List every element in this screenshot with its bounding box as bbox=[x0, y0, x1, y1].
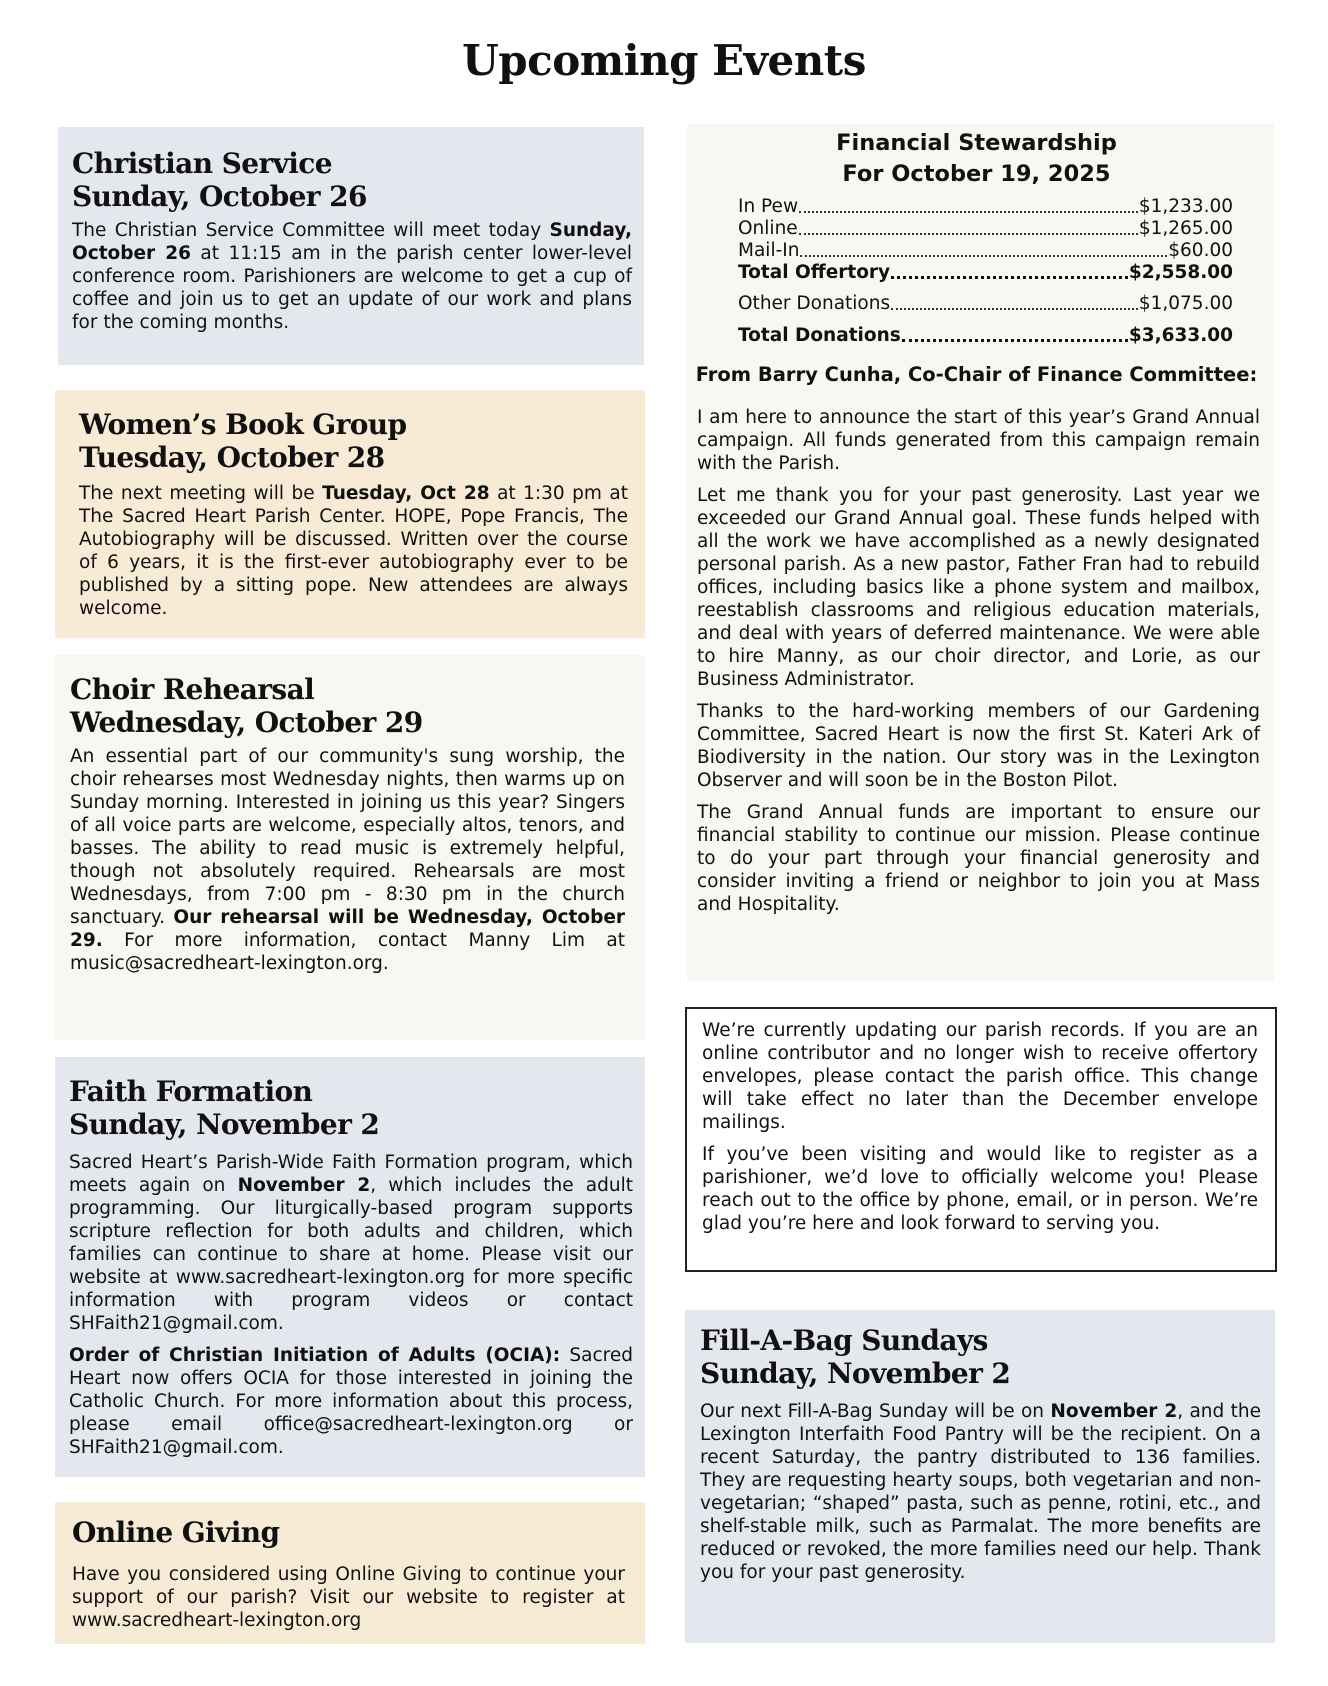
fill-a-bag-box bbox=[685, 1310, 1275, 1643]
paragraph: The Grand Annual funds are important to ensure our financial stability to continue our mission. Please continue to do your part through your financial generosity and consider inviting a friend or neighbor to join you at Mass and Hospitality. bbox=[697, 802, 1260, 915]
choir-rehearsal-date: Wednesday, October 29 bbox=[70, 706, 423, 739]
fin-amount: $60.00 bbox=[1168, 240, 1233, 261]
parish-records-body bbox=[702, 1019, 1258, 1235]
paragraph: The Christian Service Committee will meet today Sunday, October 26 at 11:15 am in the parish center lower-level conference room. Parishioners are welcome to get a cup of coffee and join us to get an update of our work and plans for the coming months. bbox=[72, 220, 632, 333]
paragraph: Order of Christian Initiation of Adults (OCIA): Sacred Heart now offers OCIA for those interested in joining the Catholic Church. For more information about this process, please email office@sacredheart-lexington.org or SHFaith21@gmail.com. bbox=[69, 1345, 633, 1458]
emphasis-text: Sunday, October 26 bbox=[72, 220, 632, 264]
faith-formation-body bbox=[69, 1151, 633, 1459]
christian-service-title: Christian Service bbox=[72, 147, 332, 180]
womens-book-group-title: Women’s Book Group bbox=[79, 408, 407, 441]
fin-row-mail-in bbox=[738, 240, 1233, 262]
paragraph: An essential part of our community's sung worship, the choir rehearses most Wednesday nights, then warms up on Sunday morning. Interested in joining us this year? Singers of all voice parts are welcome, especially altos, tenors, and basses. The ability to read music is extremely helpful, though not absolutely required. Rehearsals are most Wednesdays, from 7:00 pm - 8:30 pm in the church sanctuary. Our rehearsal will be Wednesday, October 29. For more information, contact Manny Lim at music@sacredheart-lexington.org. bbox=[70, 746, 625, 974]
fin-row-total-donations bbox=[738, 325, 1233, 347]
financial-body bbox=[697, 406, 1260, 916]
paragraph: Thanks to the hard-working members of our Gardening Committee, Sacred Heart is now the first St. Kateri Ark of Biodiversity in the nation. Our story was in the Lexington Observer and will soon be in the Boston Pilot. bbox=[697, 701, 1260, 791]
fin-amount: $2,558.00 bbox=[1128, 262, 1233, 283]
christian-service-box bbox=[58, 127, 644, 365]
paragraph: Have you considered using Online Giving to continue your support of our parish? Visit our website to register at www.sacredheart-lexington.org bbox=[72, 1564, 625, 1631]
christian-service-date: Sunday, October 26 bbox=[72, 180, 367, 213]
paragraph: Let me thank you for your past generosity. Last year we exceeded our Grand Annual goal. These funds helped with all the work we have accomplished as a newly designated personal parish. As a new pastor, Father Fran had to rebuild offices, including basics like a phone system and mailbox, reestablish classrooms and religious education materials, and deal with years of deferred maintenance. We were able to hire Manny, as our choir director, and Lorie, as our Business Administrator. bbox=[697, 485, 1260, 690]
womens-book-group-box bbox=[55, 390, 645, 638]
choir-rehearsal-body bbox=[70, 745, 625, 975]
choir-rehearsal-box bbox=[55, 655, 645, 1040]
financial-date: For October 19, 2025 bbox=[842, 161, 1111, 187]
financial-from-line: From Barry Cunha, Co-Chair of Finance Committee: bbox=[695, 363, 1258, 386]
fin-label: Total Offertory bbox=[738, 262, 891, 283]
fin-amount: $1,233.00 bbox=[1138, 196, 1233, 217]
faith-formation-title: Faith Formation bbox=[69, 1075, 313, 1108]
fill-a-bag-title: Fill-A-Bag Sundays bbox=[700, 1324, 988, 1357]
fin-label: Online bbox=[738, 218, 798, 239]
fin-amount: $1,265.00 bbox=[1138, 218, 1233, 239]
paragraph: The next meeting will be Tuesday, Oct 28 at 1:30 pm at The Sacred Heart Parish Center. HOPE, Pope Francis, The Autobiography will be discussed. Written over the course of 6 years, it is the first-ever autobiography ever to be published by a sitting pope. New attendees are always welcome. bbox=[79, 483, 628, 619]
emphasis-text: Order of Christian Initiation of Adults (OCIA): bbox=[69, 1345, 561, 1366]
emphasis-text: Tuesday, Oct 28 bbox=[322, 483, 490, 504]
fin-label: In Pew bbox=[738, 196, 799, 217]
fin-amount: $1,075.00 bbox=[1138, 293, 1233, 314]
faith-formation-date: Sunday, November 2 bbox=[69, 1108, 380, 1141]
choir-rehearsal-title: Choir Rehearsal bbox=[70, 673, 315, 706]
womens-book-group-date: Tuesday, October 28 bbox=[79, 441, 385, 474]
fin-label: Other Donations bbox=[738, 293, 891, 314]
fin-row-total-offertory bbox=[738, 262, 1233, 284]
fin-row-online bbox=[738, 218, 1233, 240]
faith-formation-box bbox=[55, 1057, 645, 1477]
fin-label: Mail-In bbox=[738, 240, 800, 261]
fin-label: Total Donations bbox=[738, 325, 901, 346]
online-giving-body bbox=[72, 1563, 625, 1632]
online-giving-title: Online Giving bbox=[72, 1516, 280, 1549]
womens-book-group-body bbox=[79, 482, 628, 620]
fin-row-other-donations bbox=[738, 293, 1233, 315]
fin-amount: $3,633.00 bbox=[1128, 325, 1233, 346]
christian-service-body bbox=[72, 219, 632, 334]
paragraph: I am here to announce the start of this year’s Grand Annual campaign. All funds generated from this campaign remain with the Parish. bbox=[697, 407, 1260, 474]
fin-row-in-pew bbox=[738, 196, 1233, 218]
paragraph: We’re currently updating our parish records. If you are an online contributor and no longer wish to receive offertory envelopes, please contact the parish office. This change will take effect no later than the December envelope mailings. bbox=[702, 1020, 1258, 1133]
paragraph: Our next Fill-A-Bag Sunday will be on November 2, and the Lexington Interfaith Food Pantry will be the recipient. On a recent Saturday, the pantry distributed to 136 families. They are requesting hearty soups, both vegetarian and non-vegetarian; “shaped” pasta, such as penne, rotini, etc., and shelf-stable milk, such as Parmalat. The more benefits are reduced or revoked, the more families need our help. Thank you for your past generosity. bbox=[700, 1401, 1261, 1583]
financial-stewardship-box bbox=[687, 124, 1274, 981]
online-giving-box bbox=[55, 1502, 645, 1644]
emphasis-text: November 2 bbox=[1050, 1401, 1178, 1422]
fill-a-bag-body bbox=[700, 1400, 1261, 1584]
fill-a-bag-date: Sunday, November 2 bbox=[700, 1357, 1011, 1390]
page-title: Upcoming Events bbox=[462, 36, 866, 85]
financial-heading: Financial Stewardship bbox=[836, 130, 1117, 156]
parish-records-notice bbox=[685, 1007, 1277, 1272]
emphasis-text: November 2 bbox=[237, 1175, 371, 1196]
emphasis-text: Our rehearsal will be Wednesday, October 29. bbox=[70, 907, 625, 951]
paragraph: If you’ve been visiting and would like to register as a parishioner, we’d love to officially welcome you! Please reach out to the office by phone, email, or in person. We’re glad you’re here and look forward to serving you. bbox=[702, 1144, 1258, 1234]
paragraph: Sacred Heart’s Parish-Wide Faith Formation program, which meets again on November 2, which includes the adult programming. Our liturgically-based program supports scripture reflection for both adults and children, which families can continue to share at home. Please visit our website at www.sacredheart-lexington.org for more specific information with program videos or contact SHFaith21@gmail.com. bbox=[69, 1152, 633, 1334]
